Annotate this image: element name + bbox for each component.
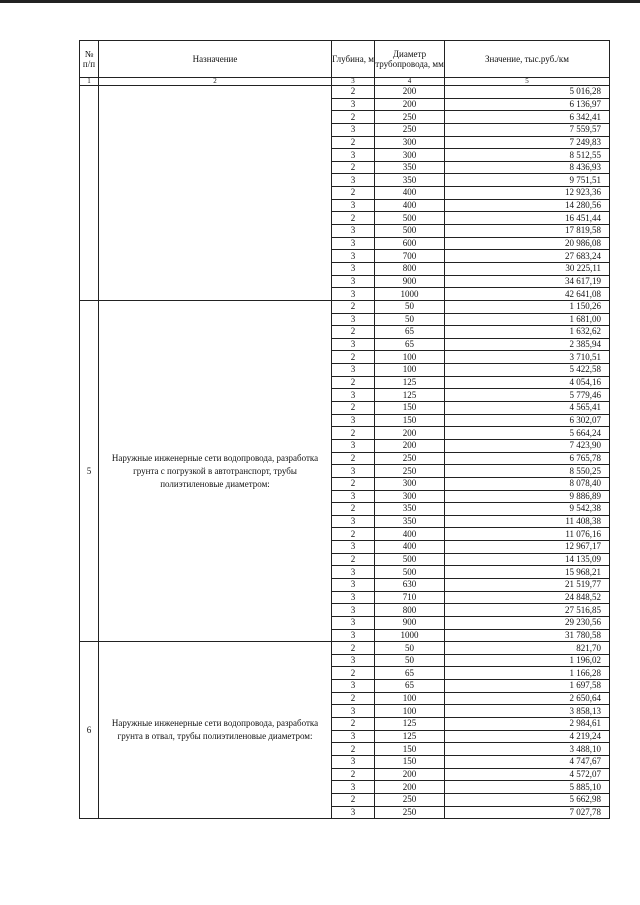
- depth-cell: 3: [332, 578, 375, 591]
- diameter-cell: 700: [375, 250, 445, 263]
- diameter-cell: 150: [375, 755, 445, 768]
- section-number: [80, 86, 99, 301]
- value-cell: 1 697,58: [445, 680, 610, 693]
- depth-cell: 3: [332, 364, 375, 377]
- value-cell: 4 747,67: [445, 755, 610, 768]
- diameter-cell: 710: [375, 591, 445, 604]
- value-cell: 2 385,94: [445, 338, 610, 351]
- price-table-container: [79, 40, 609, 819]
- value-cell: 1 196,02: [445, 654, 610, 667]
- depth-cell: 2: [332, 692, 375, 705]
- diameter-cell: 400: [375, 528, 445, 541]
- diameter-cell: 125: [375, 718, 445, 731]
- table-body: [80, 86, 610, 819]
- value-cell: 1 150,26: [445, 300, 610, 313]
- diameter-cell: 200: [375, 86, 445, 99]
- section-number: 5: [80, 300, 99, 641]
- column-index: 3: [332, 78, 375, 86]
- value-cell: 29 230,56: [445, 616, 610, 629]
- value-cell: 5 664,24: [445, 427, 610, 440]
- value-cell: 5 662,98: [445, 793, 610, 806]
- value-cell: 6 765,78: [445, 452, 610, 465]
- value-cell: 2 984,61: [445, 718, 610, 731]
- depth-cell: 2: [332, 376, 375, 389]
- diameter-cell: 125: [375, 389, 445, 402]
- depth-cell: 3: [332, 755, 375, 768]
- depth-cell: 2: [332, 743, 375, 756]
- value-cell: 821,70: [445, 642, 610, 655]
- diameter-cell: 400: [375, 187, 445, 200]
- value-cell: 7 423,90: [445, 439, 610, 452]
- value-cell: 20 986,08: [445, 237, 610, 250]
- depth-cell: 2: [332, 136, 375, 149]
- diameter-cell: 600: [375, 237, 445, 250]
- column-index: 5: [445, 78, 610, 86]
- diameter-cell: 300: [375, 136, 445, 149]
- diameter-cell: 250: [375, 452, 445, 465]
- diameter-cell: 250: [375, 793, 445, 806]
- column-index-row: [80, 78, 610, 86]
- diameter-cell: 50: [375, 313, 445, 326]
- depth-cell: 3: [332, 237, 375, 250]
- depth-cell: 2: [332, 667, 375, 680]
- diameter-cell: 65: [375, 338, 445, 351]
- depth-cell: 3: [332, 250, 375, 263]
- depth-cell: 3: [332, 389, 375, 402]
- diameter-cell: 800: [375, 262, 445, 275]
- depth-cell: 3: [332, 465, 375, 478]
- value-cell: 6 342,41: [445, 111, 610, 124]
- diameter-cell: 500: [375, 553, 445, 566]
- diameter-cell: 500: [375, 566, 445, 579]
- depth-cell: 3: [332, 338, 375, 351]
- value-cell: 14 280,56: [445, 199, 610, 212]
- diameter-cell: 400: [375, 541, 445, 554]
- diameter-cell: 200: [375, 98, 445, 111]
- value-cell: 17 819,58: [445, 225, 610, 238]
- diameter-cell: 150: [375, 402, 445, 415]
- value-cell: 9 751,51: [445, 174, 610, 187]
- value-cell: 24 848,52: [445, 591, 610, 604]
- depth-cell: 3: [332, 541, 375, 554]
- diameter-cell: 100: [375, 692, 445, 705]
- diameter-cell: 65: [375, 326, 445, 339]
- value-cell: 6 136,97: [445, 98, 610, 111]
- depth-cell: 2: [332, 402, 375, 415]
- header-no: № п/п: [80, 41, 99, 78]
- depth-cell: 3: [332, 616, 375, 629]
- depth-cell: 2: [332, 326, 375, 339]
- diameter-cell: 630: [375, 578, 445, 591]
- value-cell: 5 885,10: [445, 781, 610, 794]
- depth-cell: 2: [332, 351, 375, 364]
- value-cell: 9 886,89: [445, 490, 610, 503]
- value-cell: 1 681,00: [445, 313, 610, 326]
- diameter-cell: 200: [375, 439, 445, 452]
- value-cell: 4 572,07: [445, 768, 610, 781]
- value-cell: 3 858,13: [445, 705, 610, 718]
- depth-cell: 3: [332, 604, 375, 617]
- diameter-cell: 200: [375, 781, 445, 794]
- price-table: [79, 40, 610, 819]
- depth-cell: 2: [332, 212, 375, 225]
- diameter-cell: 125: [375, 730, 445, 743]
- value-cell: 3 488,10: [445, 743, 610, 756]
- diameter-cell: 250: [375, 806, 445, 819]
- value-cell: 9 542,38: [445, 503, 610, 516]
- value-cell: 16 451,44: [445, 212, 610, 225]
- value-cell: 8 512,55: [445, 149, 610, 162]
- depth-cell: 3: [332, 174, 375, 187]
- depth-cell: 2: [332, 793, 375, 806]
- depth-cell: 2: [332, 642, 375, 655]
- value-cell: 8 550,25: [445, 465, 610, 478]
- depth-cell: 3: [332, 490, 375, 503]
- depth-cell: 2: [332, 86, 375, 99]
- value-cell: 30 225,11: [445, 262, 610, 275]
- depth-cell: 3: [332, 199, 375, 212]
- diameter-cell: 900: [375, 275, 445, 288]
- diameter-cell: 65: [375, 680, 445, 693]
- value-cell: 7 559,57: [445, 123, 610, 136]
- diameter-cell: 500: [375, 212, 445, 225]
- depth-cell: 3: [332, 806, 375, 819]
- column-index: 1: [80, 78, 99, 86]
- diameter-cell: 250: [375, 465, 445, 478]
- value-cell: 1 166,28: [445, 667, 610, 680]
- depth-cell: 3: [332, 654, 375, 667]
- section-name: Наружные инженерные сети водопровода, разработка грунта в отвал, трубы полиэтиленовые диаметром:: [99, 642, 332, 819]
- depth-cell: 2: [332, 553, 375, 566]
- value-cell: 34 617,19: [445, 275, 610, 288]
- diameter-cell: 100: [375, 705, 445, 718]
- value-cell: 27 516,85: [445, 604, 610, 617]
- diameter-cell: 300: [375, 490, 445, 503]
- depth-cell: 2: [332, 161, 375, 174]
- diameter-cell: 150: [375, 414, 445, 427]
- column-index: 4: [375, 78, 445, 86]
- depth-cell: 3: [332, 149, 375, 162]
- value-cell: 27 683,24: [445, 250, 610, 263]
- column-index: 2: [99, 78, 332, 86]
- value-cell: 7 249,83: [445, 136, 610, 149]
- depth-cell: 3: [332, 566, 375, 579]
- table-row: [80, 300, 610, 313]
- value-cell: 6 302,07: [445, 414, 610, 427]
- header-value: Значение, тыс.руб./км: [445, 41, 610, 78]
- value-cell: 4 565,41: [445, 402, 610, 415]
- depth-cell: 3: [332, 225, 375, 238]
- depth-cell: 3: [332, 705, 375, 718]
- depth-cell: 2: [332, 503, 375, 516]
- diameter-cell: 50: [375, 300, 445, 313]
- value-cell: 8 078,40: [445, 477, 610, 490]
- depth-cell: 3: [332, 98, 375, 111]
- depth-cell: 3: [332, 414, 375, 427]
- value-cell: 5 016,28: [445, 86, 610, 99]
- depth-cell: 3: [332, 123, 375, 136]
- depth-cell: 3: [332, 275, 375, 288]
- depth-cell: 2: [332, 477, 375, 490]
- depth-cell: 2: [332, 718, 375, 731]
- depth-cell: 3: [332, 313, 375, 326]
- diameter-cell: 800: [375, 604, 445, 617]
- diameter-cell: 300: [375, 149, 445, 162]
- header-diameter: Диаметр трубопровода, мм: [375, 41, 445, 78]
- value-cell: 42 641,08: [445, 288, 610, 301]
- depth-cell: 2: [332, 427, 375, 440]
- depth-cell: 3: [332, 439, 375, 452]
- value-cell: 21 519,77: [445, 578, 610, 591]
- depth-cell: 2: [332, 528, 375, 541]
- depth-cell: 3: [332, 591, 375, 604]
- value-cell: 7 027,78: [445, 806, 610, 819]
- section-name: Наружные инженерные сети водопровода, разработка грунта с погрузкой в автотранспорт, трубы полиэтиленовые диаметром:: [99, 300, 332, 641]
- depth-cell: 3: [332, 288, 375, 301]
- depth-cell: 2: [332, 768, 375, 781]
- value-cell: 8 436,93: [445, 161, 610, 174]
- depth-cell: 2: [332, 187, 375, 200]
- header-depth: Глубина, м: [332, 41, 375, 78]
- value-cell: 4 219,24: [445, 730, 610, 743]
- diameter-cell: 350: [375, 174, 445, 187]
- value-cell: 15 968,21: [445, 566, 610, 579]
- value-cell: 11 408,38: [445, 515, 610, 528]
- diameter-cell: 900: [375, 616, 445, 629]
- diameter-cell: 250: [375, 111, 445, 124]
- diameter-cell: 200: [375, 427, 445, 440]
- diameter-cell: 400: [375, 199, 445, 212]
- value-cell: 31 780,58: [445, 629, 610, 642]
- diameter-cell: 350: [375, 503, 445, 516]
- diameter-cell: 350: [375, 515, 445, 528]
- depth-cell: 3: [332, 680, 375, 693]
- diameter-cell: 100: [375, 364, 445, 377]
- value-cell: 5 422,58: [445, 364, 610, 377]
- table-row: [80, 86, 610, 99]
- value-cell: 2 650,64: [445, 692, 610, 705]
- value-cell: 11 076,16: [445, 528, 610, 541]
- value-cell: 1 632,62: [445, 326, 610, 339]
- diameter-cell: 250: [375, 123, 445, 136]
- diameter-cell: 150: [375, 743, 445, 756]
- diameter-cell: 50: [375, 654, 445, 667]
- diameter-cell: 350: [375, 161, 445, 174]
- diameter-cell: 1000: [375, 629, 445, 642]
- depth-cell: 2: [332, 452, 375, 465]
- depth-cell: 2: [332, 111, 375, 124]
- value-cell: 12 967,17: [445, 541, 610, 554]
- diameter-cell: 50: [375, 642, 445, 655]
- depth-cell: 3: [332, 629, 375, 642]
- section-name: [99, 86, 332, 301]
- diameter-cell: 300: [375, 477, 445, 490]
- value-cell: 3 710,51: [445, 351, 610, 364]
- value-cell: 14 135,09: [445, 553, 610, 566]
- diameter-cell: 65: [375, 667, 445, 680]
- depth-cell: 3: [332, 781, 375, 794]
- diameter-cell: 100: [375, 351, 445, 364]
- section-number: 6: [80, 642, 99, 819]
- table-header-row: [80, 41, 610, 78]
- diameter-cell: 125: [375, 376, 445, 389]
- depth-cell: 3: [332, 515, 375, 528]
- table-row: [80, 642, 610, 655]
- header-name: Назначение: [99, 41, 332, 78]
- diameter-cell: 200: [375, 768, 445, 781]
- depth-cell: 2: [332, 300, 375, 313]
- page-top-rule: [0, 0, 640, 3]
- depth-cell: 3: [332, 262, 375, 275]
- diameter-cell: 500: [375, 225, 445, 238]
- value-cell: 5 779,46: [445, 389, 610, 402]
- value-cell: 12 923,36: [445, 187, 610, 200]
- depth-cell: 3: [332, 730, 375, 743]
- value-cell: 4 054,16: [445, 376, 610, 389]
- diameter-cell: 1000: [375, 288, 445, 301]
